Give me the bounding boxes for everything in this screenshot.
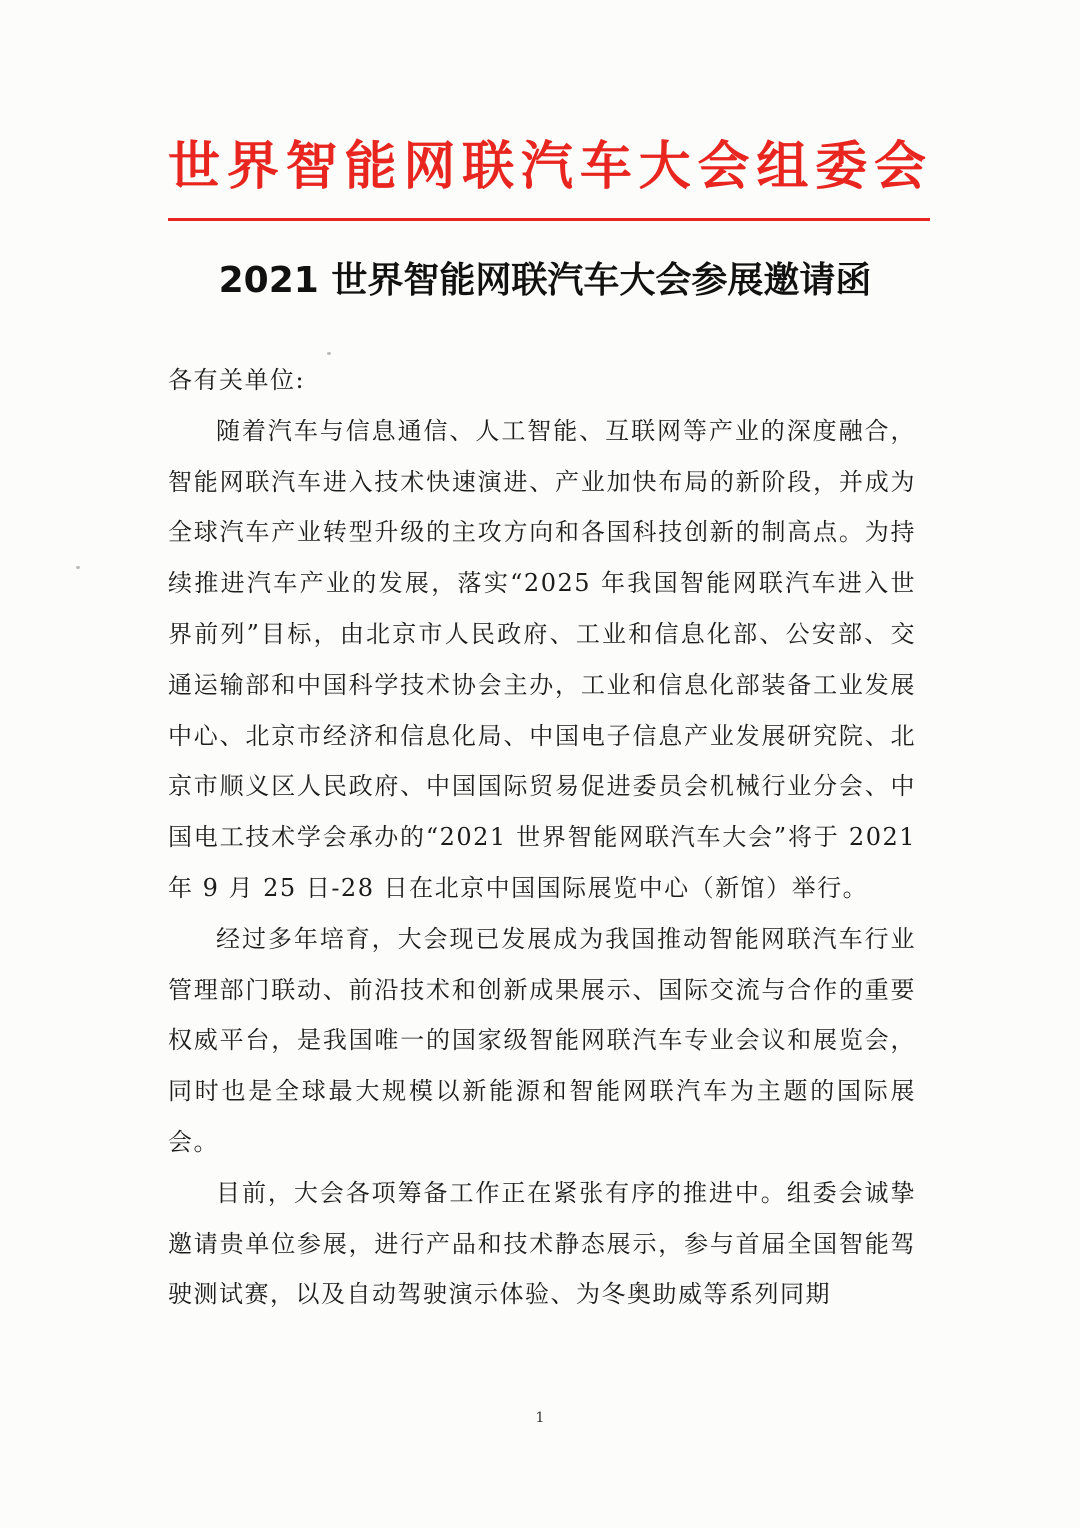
salutation: 各有关单位:	[168, 366, 306, 394]
body-paragraph-3: 目前，大会各项筹备工作正在紧张有序的推进中。组委会诚挚邀请贵单位参展，进行产品和技术静态展示，参与首届全国智能驾驶测试赛，以及自动驾驶演示体验、为冬奥助威等系列同期	[168, 1178, 916, 1309]
body-paragraph-1: 随着汽车与信息通信、人工智能、互联网等产业的深度融合，智能网联汽车进入技术快速演进、产业加快布局的新阶段，并成为全球汽车产业转型升级的主攻方向和各国科技创新的制高点。为持续推进汽车产业的发展，落实“2025 年我国智能网联汽车进入世界前列”目标，由北京市人民政府、工业和信息化部、公安部、交通运输部和中国科学技术协会主办，工业和信息化部装备工业发展中心、北京市经济和信息化局、中国电子信息产业发展研究院、北京市顺义区人民政府、中国国际贸易促进委员会机械行业分会、中国电工技术学会承办的“2021 世界智能网联汽车大会”将于 2021 年 9 月 25 日-28 日在北京中国国际展览中心（新馆）举行。	[168, 416, 916, 902]
document-title: 2021 世界智能网联汽车大会参展邀请函	[218, 260, 872, 301]
document-body	[168, 355, 916, 1320]
body-paragraph-2: 经过多年培育，大会现已发展成为我国推动智能网联汽车行业管理部门联动、前沿技术和创新成果展示、国际交流与合作的重要权威平台，是我国唯一的国家级智能网联汽车专业会议和展览会，同时也是全球最大规模以新能源和智能网联汽车为主题的国际展会。	[168, 924, 916, 1156]
paper-speck	[76, 566, 80, 569]
page-number: 1	[535, 1410, 545, 1426]
organization-header: 世界智能网联汽车大会组委会	[168, 137, 930, 197]
header-divider	[168, 218, 930, 221]
